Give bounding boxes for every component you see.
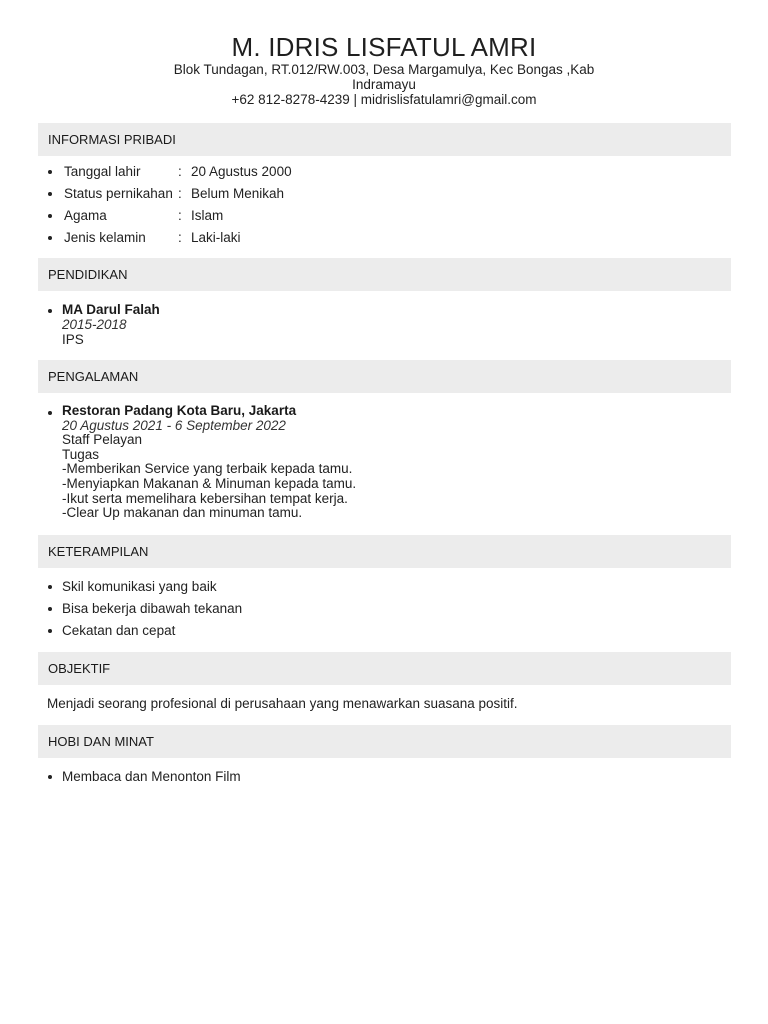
list-item bbox=[38, 185, 292, 207]
info-label: Jenis kelamin bbox=[64, 230, 146, 245]
job-position: Staff Pelayan bbox=[62, 432, 143, 448]
section-header-hobbies: HOBI DAN MINAT bbox=[38, 725, 731, 758]
info-separator: : bbox=[178, 164, 182, 179]
contact-info: +62 812-8278-4239 | midrislisfatulamri@gmail.com bbox=[231, 92, 537, 107]
info-label: Status pernikahan bbox=[64, 186, 173, 201]
list-item bbox=[38, 404, 356, 521]
company-name: Restoran Padang Kota Baru, Jakarta bbox=[62, 403, 297, 418]
task-line: -Menyiapkan Makanan & Minuman kepada tamu. bbox=[62, 475, 357, 491]
task-line: -Memberikan Service yang terbaik kepada tamu. bbox=[62, 461, 353, 477]
hobbies-list bbox=[38, 768, 241, 786]
education-major: IPS bbox=[62, 332, 84, 347]
info-value: Belum Menikah bbox=[191, 186, 285, 201]
info-value: 20 Agustus 2000 bbox=[191, 164, 292, 179]
list-item: Membaca dan Menonton Film bbox=[38, 768, 241, 786]
section-header-education: PENDIDIKAN bbox=[38, 258, 731, 291]
info-label: Tanggal lahir bbox=[64, 164, 141, 179]
section-header-experience: PENGALAMAN bbox=[38, 360, 731, 393]
personal-info-list bbox=[38, 163, 292, 251]
info-value: Laki-laki bbox=[191, 230, 241, 245]
info-separator: : bbox=[178, 230, 182, 245]
list-item bbox=[38, 163, 292, 185]
address: Blok Tundagan, RT.012/RW.003, Desa Margamulya, Kec Bongas ,Kab Indramayu bbox=[173, 62, 595, 92]
info-separator: : bbox=[178, 208, 182, 223]
tasks-heading: Tugas bbox=[62, 446, 100, 462]
section-header-personal: INFORMASI PRIBADI bbox=[38, 123, 731, 156]
list-item bbox=[38, 207, 292, 229]
school-name: MA Darul Falah bbox=[62, 302, 160, 317]
experience-list bbox=[38, 404, 356, 521]
section-header-skills: KETERAMPILAN bbox=[38, 535, 731, 568]
task-line: -Clear Up makanan dan minuman tamu. bbox=[62, 505, 303, 521]
info-label: Agama bbox=[64, 208, 107, 223]
list-item: Cekatan dan cepat bbox=[38, 622, 242, 644]
info-separator: : bbox=[178, 186, 182, 201]
task-line: -Ikut serta memelihara kebersihan tempat kerja. bbox=[62, 490, 348, 506]
candidate-name: M. IDRIS LISFATUL AMRI bbox=[231, 32, 537, 62]
education-list bbox=[38, 302, 160, 347]
list-item bbox=[38, 229, 292, 251]
list-item bbox=[38, 302, 160, 347]
section-header-objective: OBJEKTIF bbox=[38, 652, 731, 685]
education-years: 2015-2018 bbox=[62, 317, 127, 332]
list-item: Bisa bekerja dibawah tekanan bbox=[38, 600, 242, 622]
skills-list bbox=[38, 578, 242, 644]
info-value: Islam bbox=[191, 208, 224, 223]
list-item: Skil komunikasi yang baik bbox=[38, 578, 242, 600]
objective-text: Menjadi seorang profesional di perusahaan yang menawarkan suasana positif. bbox=[47, 696, 518, 711]
employment-period: 20 Agustus 2021 - 6 September 2022 bbox=[62, 417, 286, 433]
resume-header bbox=[0, 0, 768, 107]
